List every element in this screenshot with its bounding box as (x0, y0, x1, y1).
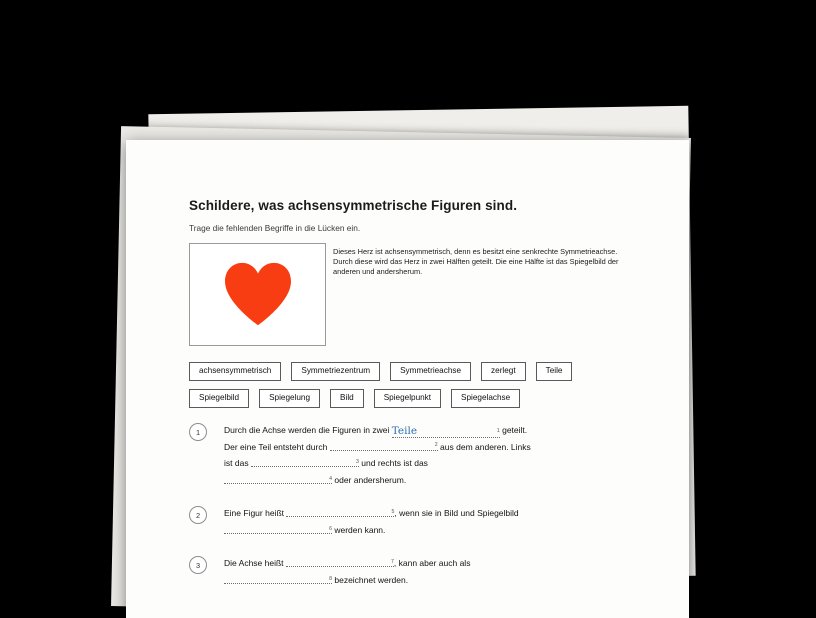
blank-index: 6 (329, 525, 332, 532)
word-chip[interactable]: Teile (536, 362, 573, 381)
answer-blank[interactable] (330, 440, 438, 451)
question-text: Eine Figur heißt (224, 508, 287, 519)
answer-blank[interactable] (286, 556, 394, 567)
page-title: Schildere, was achsensymmetrische Figuren sind. (189, 198, 518, 213)
word-chip[interactable]: Symmetriezentrum (291, 362, 380, 381)
answer-blank[interactable] (224, 573, 332, 584)
question-body-3 (224, 555, 470, 588)
question-body-2 (224, 505, 519, 538)
question-text: , kann aber auch als (393, 558, 471, 569)
figure-frame (189, 243, 326, 346)
answer-blank[interactable] (286, 506, 394, 517)
word-chip[interactable]: Spiegelbild (189, 389, 249, 408)
question-body-1 (224, 422, 531, 488)
figure-caption-line-2: Durch diese wird das Herz in zwei Hälften geteilt. Die eine Hälfte ist das Spiegelbild der anderen und andersherum. (333, 257, 619, 277)
question-text: Die Achse heißt (224, 558, 286, 569)
word-chip[interactable]: zerlegt (481, 362, 526, 381)
question-text: , wenn sie in Bild und Spiegelbild (394, 508, 519, 519)
question-text: Durch die Achse werden die Figuren in zwei (224, 425, 392, 435)
question-item (189, 555, 669, 588)
question-list (189, 422, 669, 606)
question-text: und rechts ist das (358, 458, 428, 469)
word-bank-row-1 (189, 362, 659, 381)
blank-index: 7 (391, 559, 394, 566)
figure-caption (333, 247, 628, 278)
word-chip[interactable]: Spiegelachse (451, 389, 520, 408)
blank-index: 3 (356, 458, 359, 465)
question-number: 1 (189, 423, 207, 441)
heart-icon (222, 260, 294, 326)
worksheet-content (126, 140, 689, 618)
answer-blank[interactable] (224, 473, 332, 484)
answer-blank[interactable] (224, 523, 332, 534)
question-number: 2 (189, 506, 207, 524)
answer-blank[interactable] (251, 456, 359, 467)
figure-caption-line-1: Dieses Herz ist achsensymmetrisch, denn es besitzt eine senkrechte Symmetrieachse. (333, 247, 618, 256)
question-text: bezeichnet werden. (332, 574, 409, 585)
word-chip[interactable]: Spiegelpunkt (374, 389, 441, 408)
word-bank (189, 362, 659, 416)
question-text: werden kann. (332, 524, 386, 535)
word-chip[interactable]: Symmetrieachse (390, 362, 471, 381)
word-bank-row-2 (189, 389, 659, 408)
question-text: ist das (224, 458, 251, 469)
blank-index: 2 (434, 442, 438, 449)
answer-filled[interactable]: Teile 1 (391, 425, 500, 437)
instruction-text: Trage die fehlenden Begriffe in die Lücken ein. (189, 223, 361, 233)
question-text: geteilt. (499, 425, 528, 435)
question-item (189, 505, 669, 538)
word-chip[interactable]: Bild (330, 389, 364, 408)
question-text: aus dem anderen. Links (437, 441, 531, 452)
worksheet-page (126, 140, 689, 618)
blank-index: 8 (329, 575, 332, 582)
question-text: oder andersherum. (332, 474, 407, 485)
blank-index: 5 (391, 509, 395, 516)
question-number: 3 (189, 556, 207, 574)
word-chip[interactable]: Spiegelung (259, 389, 320, 408)
question-text: Der eine Teil entsteht durch (224, 441, 330, 452)
blank-index: 4 (329, 475, 332, 482)
question-item (189, 422, 669, 488)
blank-index: 1 (496, 428, 500, 434)
word-chip[interactable]: achsensymmetrisch (189, 362, 281, 381)
